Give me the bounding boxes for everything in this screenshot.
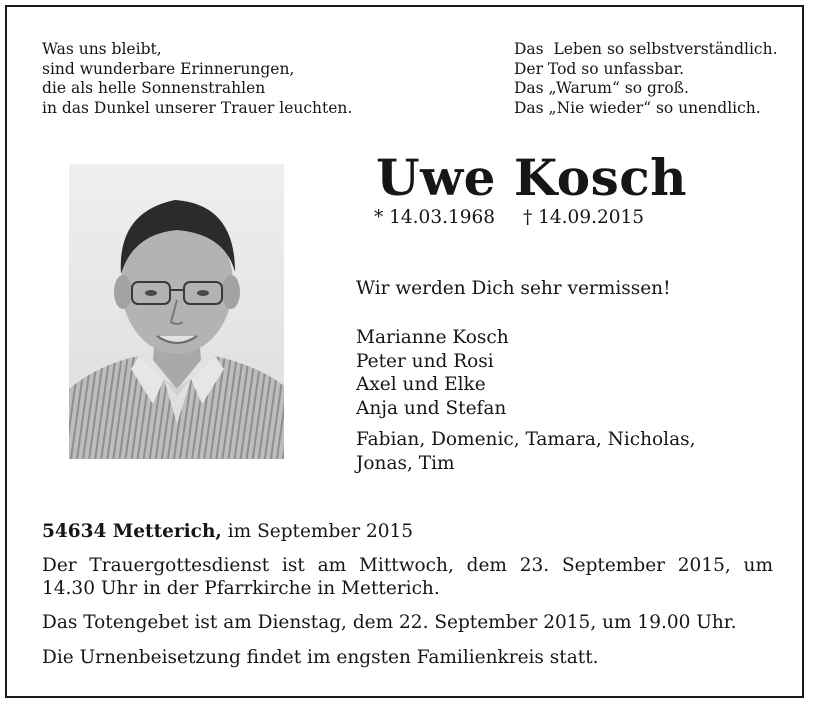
grandchildren-line: Fabian, Domenic, Tamara, Nicholas,: [356, 429, 696, 450]
poem-line: Der Tod so unfassbar.: [514, 59, 685, 78]
family-member: Anja und Stefan: [356, 397, 507, 419]
family-member: Axel und Elke: [356, 374, 486, 395]
prayer-info: Das Totengebet ist am Dienstag, dem 22. September 2015, um 19.00 Uhr.: [42, 612, 737, 633]
poem-line: die als helle Sonnenstrahlen: [42, 79, 266, 97]
poem-line: Das Leben so selbstverständlich.: [514, 40, 778, 58]
place-date: im September 2015: [227, 521, 414, 542]
poem-line: in das Dunkel unserer Trauer leuchten.: [42, 98, 353, 117]
grandchildren-line: Jonas, Tim: [356, 452, 455, 474]
place-city: 54634 Metterich,: [42, 521, 222, 542]
portrait-photo: [69, 164, 284, 459]
service-line: Der Trauergottesdienst ist am Mittwoch, dem 23. September 2015, um: [42, 555, 773, 576]
poem-line: sind wunderbare Erinnerungen,: [42, 59, 295, 78]
urn-info: Die Urnenbeisetzung findet im engsten Familienkreis statt.: [42, 647, 599, 668]
poem-line: Das „Nie wieder“ so unendlich.: [514, 98, 761, 117]
portrait-illustration: [69, 164, 284, 459]
service-line: 14.30 Uhr in der Pfarrkirche in Metterich.: [42, 578, 440, 599]
farewell-message: Wir werden Dich sehr vermissen!: [356, 278, 671, 299]
family-member: Peter und Rosi: [356, 350, 494, 372]
family-list: [356, 326, 509, 420]
deceased-name: Uwe Kosch: [376, 148, 688, 207]
grandchildren-list: [356, 428, 695, 475]
poem-line: Das „Warum“ so groß.: [514, 79, 689, 97]
service-info: [42, 554, 773, 600]
death-date: † 14.09.2015: [523, 207, 645, 228]
poem-left: [42, 40, 352, 118]
place-date-line: [42, 520, 773, 543]
family-member: Marianne Kosch: [356, 327, 509, 348]
poem-line: Was uns bleibt,: [42, 40, 162, 58]
poem-right: [514, 40, 778, 118]
birth-date: * 14.03.1968: [374, 207, 496, 228]
